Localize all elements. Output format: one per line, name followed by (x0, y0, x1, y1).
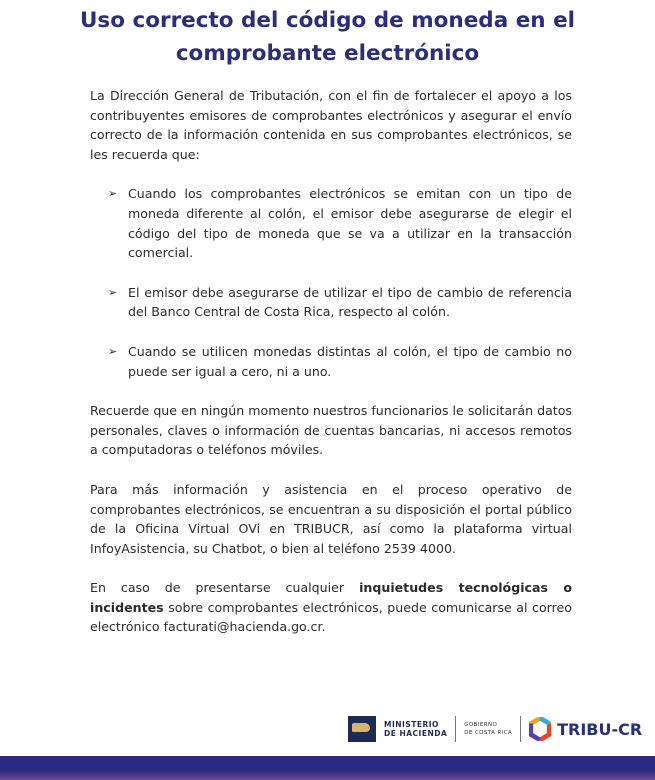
intro-paragraph: La Dirección General de Tributación, con el fin de fortalecer el apoyo a los contribuyentes emisores de comprobantes electrónicos y asegurar el envío correcto de la información contenida en sus comprobantes electrónicos, se les recuerda que: (90, 88, 572, 162)
ministerio-line2: DE HACIENDA (384, 729, 448, 738)
list-item-text: Cuando los comprobantes electrónicos se emitan con un tipo de moneda diferente al colón, el emisor debe asegurarse de elegir el código del tipo de moneda que se va a utilizar en la transacción comercial. (128, 186, 572, 261)
tribu-cr-logo-icon (529, 717, 551, 741)
gobierno-line1: GOBIERNO (464, 722, 498, 728)
security-paragraph: Recuerde que en ningún momento nuestros funcionarios le solicitarán datos personales, claves o información de cuentas bancarias, ni accesos remotos a computadoras o teléfonos móviles. (90, 403, 572, 458)
contact-bold-text: inquietudes tecnológicas o incidentes (90, 580, 572, 615)
list-item-text: Cuando se utilicen monedas distintas al colón, el tipo de cambio no puede ser igual a cero, ni a uno. (128, 343, 572, 379)
list-item (90, 184, 572, 262)
tribu-cr-label: TRIBU-CR (557, 719, 643, 739)
contact-text: sobre comprobantes electrónicos, puede comunicarse al correo electrónico (90, 599, 572, 635)
list-item (90, 342, 572, 381)
page-title: Uso correcto del código de moneda en el comprobante electrónico (79, 8, 576, 66)
document-body (90, 86, 572, 657)
ministerio-hacienda-label (384, 720, 447, 738)
contact-text: En caso de presentarse cualquier (90, 580, 360, 596)
info-paragraph: Para más información y asistencia en el proceso operativo de comprobantes electrónicos, se encuentran a su disposición el portal público de la Oficina Virtual OVi en TRIBUCR, así como la plataforma virtual InfoyAsistencia, su Chatbot, o bien al teléfono 2539 4000. (90, 481, 572, 556)
divider (520, 716, 521, 742)
email-link[interactable]: facturati@hacienda.go.cr (163, 619, 322, 635)
ministerio-hacienda-logo-icon (348, 716, 376, 742)
footer-logos (348, 712, 648, 746)
reminder-list (90, 184, 572, 381)
contact-text: . (321, 619, 326, 635)
gobierno-line2: DE COSTA RICA (464, 730, 513, 736)
list-item (90, 283, 572, 322)
gobierno-label (464, 721, 512, 737)
arrow-bullet-icon: ➢ (108, 187, 118, 201)
arrow-bullet-icon: ➢ (108, 344, 118, 358)
footer-bar (0, 756, 655, 780)
divider (455, 716, 456, 742)
ministerio-line1: MINISTERIO (384, 720, 439, 729)
contact-paragraph (90, 578, 572, 637)
arrow-bullet-icon: ➢ (108, 285, 118, 299)
list-item-text: El emisor debe asegurarse de utilizar el tipo de cambio de referencia del Banco Central de Costa Rica, respecto al colón. (128, 284, 572, 320)
